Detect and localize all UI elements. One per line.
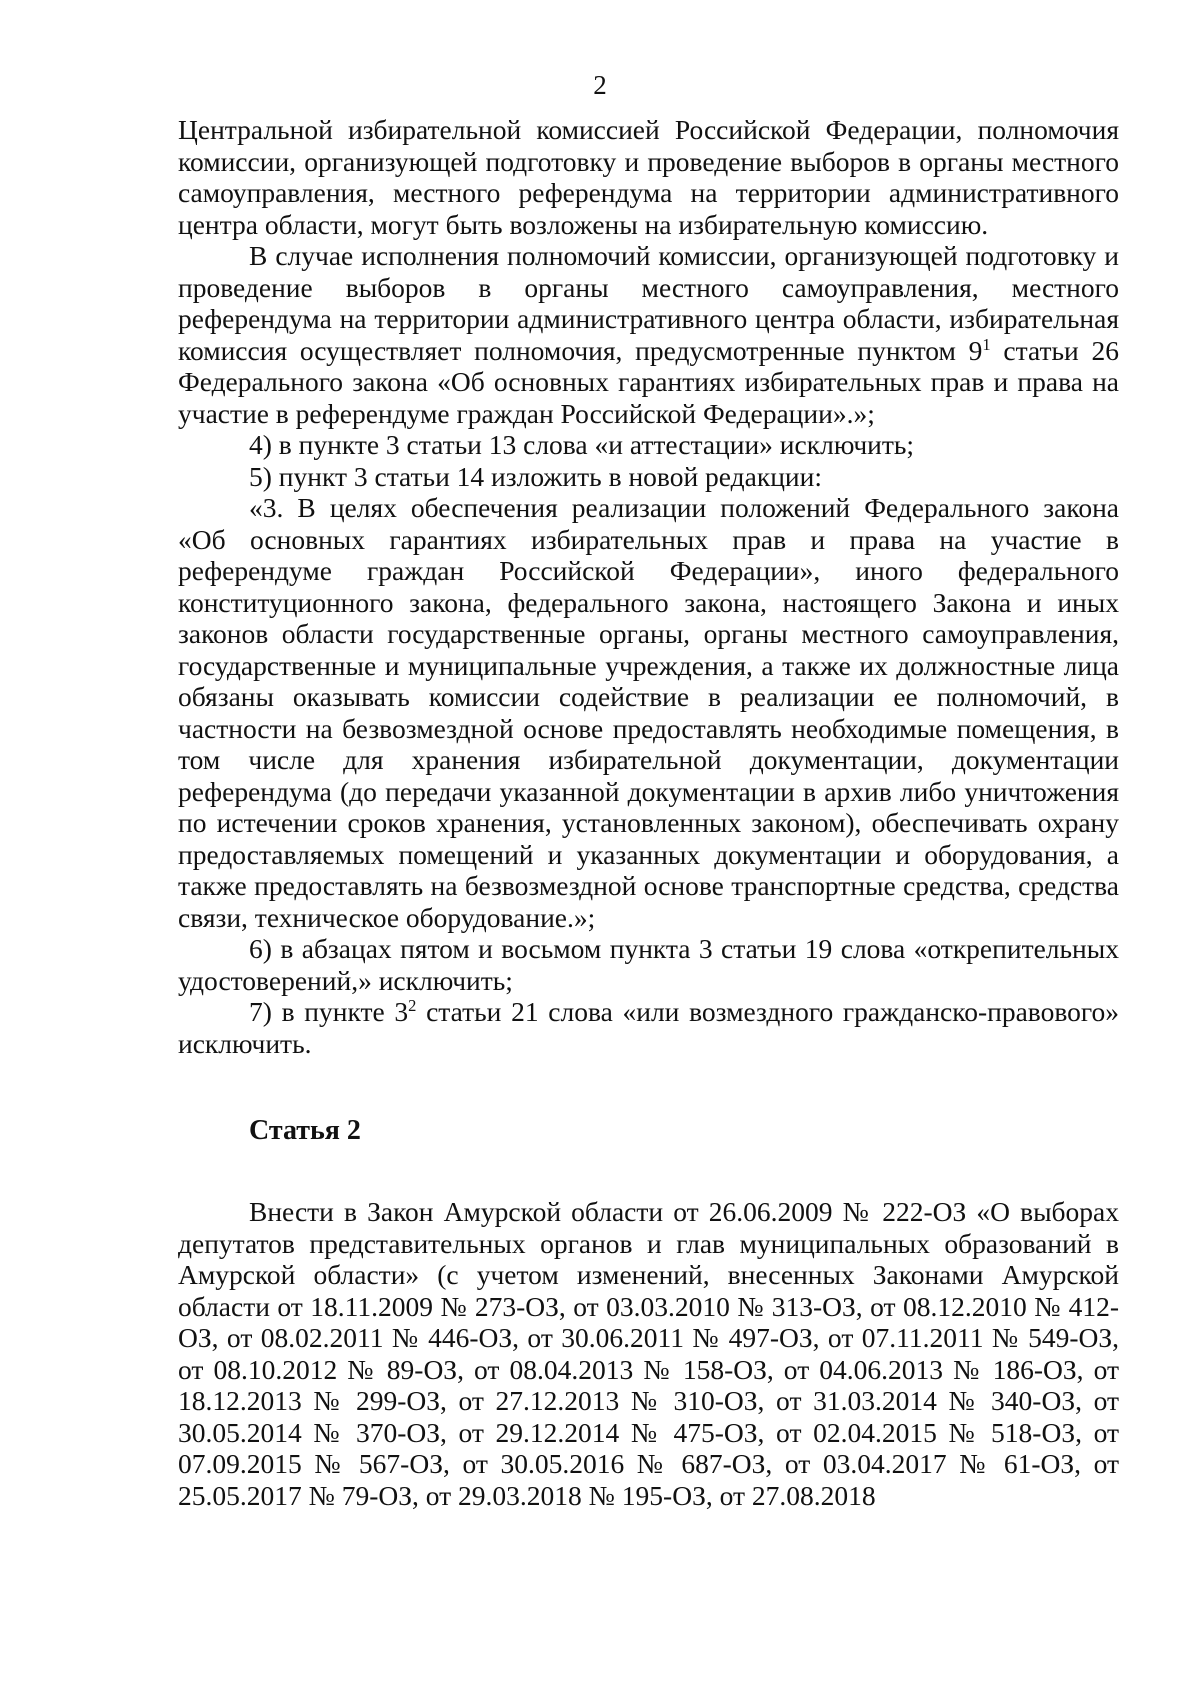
paragraph-text: 7) в пункте 3	[249, 996, 409, 1027]
paragraph-text: статьи 21 слова «или возмездного гражданско-правового» исключить.	[178, 996, 1119, 1059]
superscript: 2	[408, 995, 417, 1015]
paragraph-text: В случае исполнения полномочий комиссии, организующей подготовку и проведение выборов в органы местного самоуправления, местного референдума на территории административного центра области, избирательная комиссия осуществляет полномочия, предусмотренные пунктом 9	[178, 240, 1119, 366]
paragraph-item-7	[178, 996, 1119, 1059]
paragraph-item-5: 5) пункт 3 статьи 14 изложить в новой редакции:	[249, 460, 822, 492]
paragraph-commission-powers	[178, 240, 1119, 429]
page-number: 2	[593, 70, 607, 100]
paragraph-continuation: Центральной избирательной комиссией Российской Федерации, полномочия комиссии, организующей подготовку и проведение выборов в органы местного самоуправления, местного референдума на территории административного центра области, могут быть возложены на избирательную комиссию.	[178, 114, 1119, 240]
paragraph-clause-3: «3. В целях обеспечения реализации положений Федерального закона «Об основных гарантиях избирательных прав и права на участие в референдуме граждан Российской Федерации», иного федерального конституционного закона, федерального закона, настоящего Закона и иных законов области государственные органы, органы местного самоуправления, государственные и муниципальные учреждения, а также их должностные лица обязаны оказывать комиссии содействие в реализации ее полномочий, в частности на безвозмездной основе предоставлять необходимые помещения, в том числе для хранения избирательной документации, документации референдума (до передачи указанной документации в архив либо уничтожения по истечении сроков хранения, установленных законом), обеспечивать охрану предоставляемых помещений и указанных документации и оборудования, а также предоставлять на безвозмездной основе транспортные средства, средства связи, техническое оборудование.»;	[178, 492, 1119, 933]
paragraph-item-4: 4) в пункте 3 статьи 13 слова «и аттестации» исключить;	[249, 429, 915, 460]
document-body	[178, 114, 1119, 1511]
superscript: 1	[982, 334, 991, 354]
paragraph-article-2: Внести в Закон Амурской области от 26.06.2009 № 222-ОЗ «О выборах депутатов представительных органов и глав муниципальных образований в Амурской области» (с учетом изменений, внесенных Законами Амурской области от 18.11.2009 № 273-ОЗ, от 03.03.2010 № 313-ОЗ, от 08.12.2010 № 412-ОЗ, от 08.02.2011 № 446-ОЗ, от 30.06.2011 № 497-ОЗ, от 07.11.2011 № 549-ОЗ, от 08.10.2012 № 89-ОЗ, от 08.04.2013 № 158-ОЗ, от 04.06.2013 № 186-ОЗ, от 18.12.2013 № 299-ОЗ, от 27.12.2013 № 310-ОЗ, от 31.03.2014 № 340-ОЗ, от 30.05.2014 № 370-ОЗ, от 29.12.2014 № 475-ОЗ, от 02.04.2015 № 518-ОЗ, от 07.09.2015 № 567-ОЗ, от 30.05.2016 № 687-ОЗ, от 03.04.2017 № 61-ОЗ, от 25.05.2017 № 79-ОЗ, от 29.03.2018 № 195-ОЗ, от 27.08.2018	[178, 1196, 1119, 1511]
article-heading: Статья 2	[249, 1115, 361, 1146]
paragraph-item-6: 6) в абзацах пятом и восьмом пункта 3 статьи 19 слова «открепительных удостоверений,» исключить;	[178, 933, 1119, 996]
paragraph-text: статьи 26 Федерального закона «Об основных гарантиях избирательных прав и права на участие в референдуме граждан Российской Федерации».»;	[178, 334, 1119, 429]
